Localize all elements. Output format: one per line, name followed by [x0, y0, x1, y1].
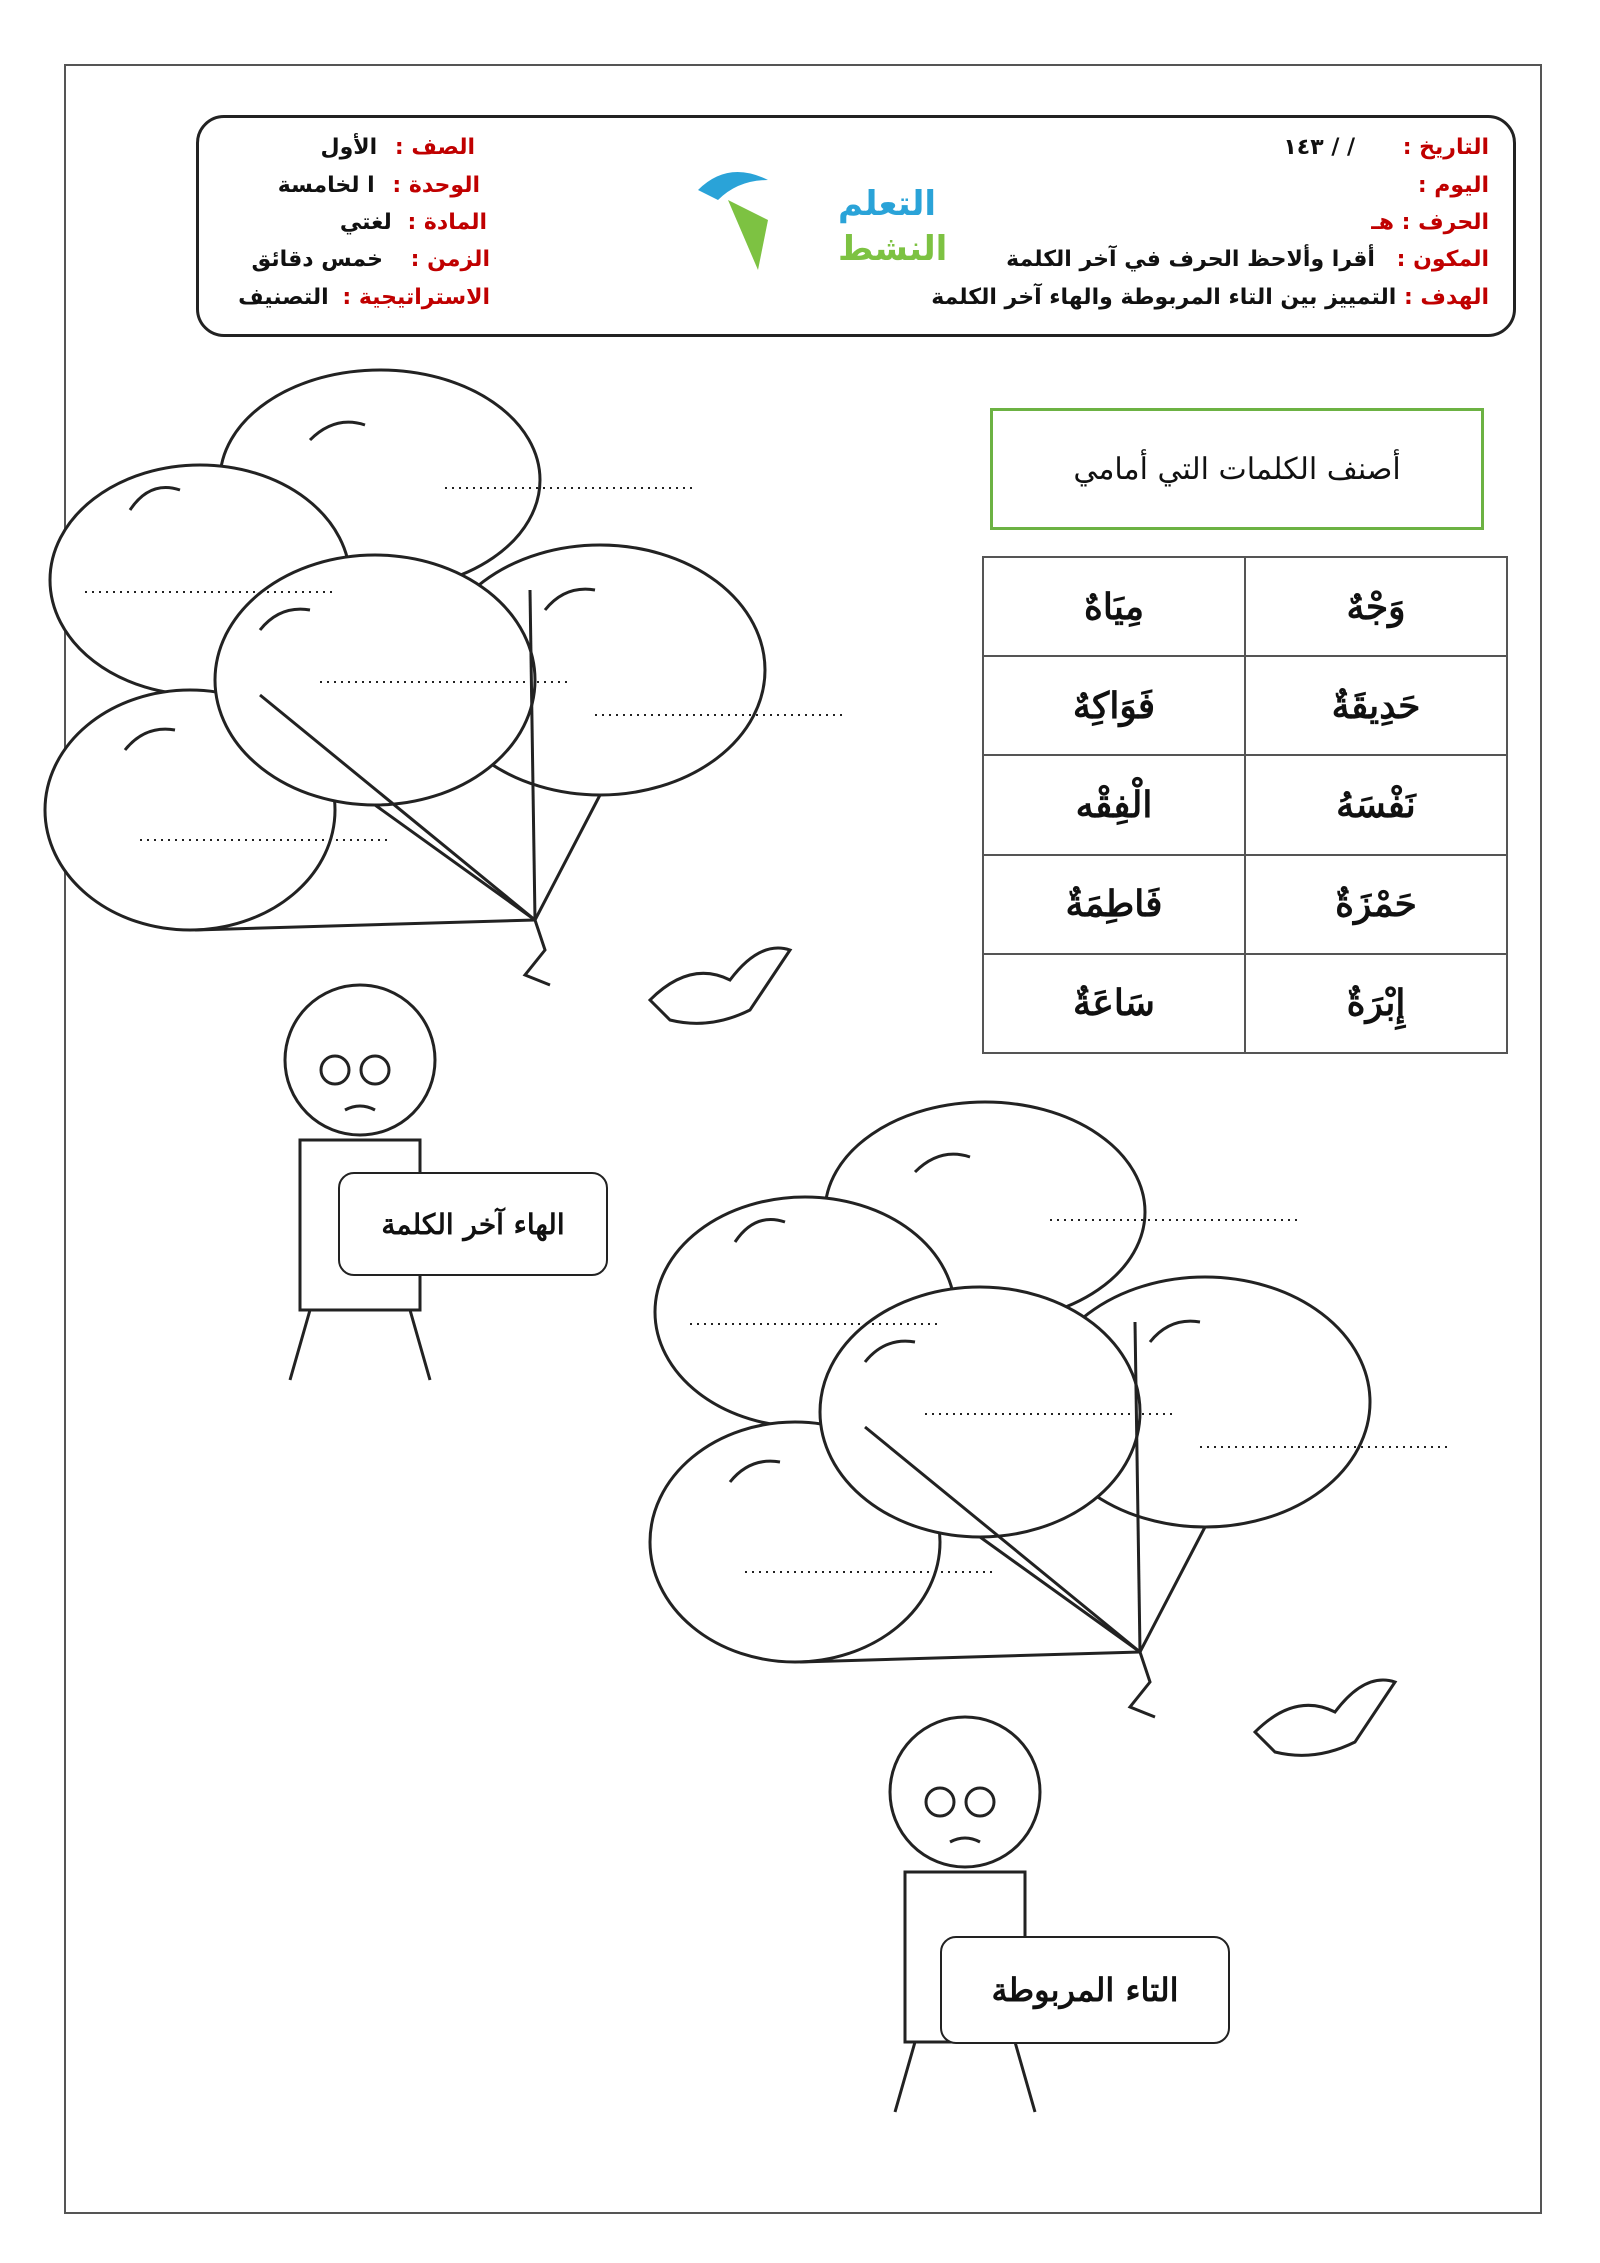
date-label: التاريخ :	[1402, 135, 1489, 160]
word-cell: سَاعَةٌ	[983, 954, 1245, 1053]
instruction-box	[990, 408, 1484, 530]
subject-label: المادة :	[407, 210, 487, 235]
active-learning-logo	[688, 160, 948, 290]
boy-legs	[290, 1310, 430, 1380]
grade-label: الصف :	[394, 135, 475, 160]
word-cell: وَجْهٌ	[1245, 557, 1507, 656]
group-label-taa	[940, 1936, 1230, 2044]
table-row	[983, 656, 1507, 755]
logo-text-2: النشط	[838, 229, 948, 269]
boy-legs	[895, 2042, 1035, 2112]
balloon	[820, 1287, 1140, 1537]
table-row	[983, 755, 1507, 854]
grade-row	[321, 135, 476, 160]
word-cell: حَدِيقَةٌ	[1245, 656, 1507, 755]
day-label: اليوم :	[1417, 173, 1489, 198]
boy-head	[285, 985, 435, 1135]
bird	[1255, 1680, 1395, 1755]
component-value: أقرا وألاحظ الحرف في آخر الكلمة	[1006, 247, 1375, 272]
hand	[525, 920, 550, 985]
time-label: الزمن :	[410, 247, 490, 272]
day-row	[1418, 173, 1489, 198]
balloon	[215, 555, 535, 805]
boy-head	[890, 1717, 1040, 1867]
component-row	[1006, 247, 1489, 272]
component-label: المكون :	[1396, 247, 1489, 272]
table-row	[983, 855, 1507, 954]
goal-label: الهدف :	[1403, 285, 1489, 310]
string	[980, 1537, 1140, 1652]
letter-value: هـ	[1371, 210, 1394, 235]
word-cell: حَمْزَةٌ	[1245, 855, 1507, 954]
words-table	[982, 556, 1508, 1054]
subject-value: لغتي	[339, 210, 392, 235]
word-cell: الْفِقْه	[983, 755, 1245, 854]
letter-label: الحرف :	[1401, 210, 1489, 235]
goal-row	[931, 285, 1489, 310]
time-row	[252, 247, 490, 272]
logo-text-1: التعلم	[838, 184, 937, 224]
word-cell: فَاطِمَةٌ	[983, 855, 1245, 954]
word-cell: إِبْرَةٌ	[1245, 954, 1507, 1053]
unit-row	[278, 173, 480, 198]
time-value: خمس دقائق	[251, 247, 383, 272]
table-row	[983, 954, 1507, 1053]
date-value: / / ١٤٣	[1283, 135, 1356, 160]
instruction-text: أصنف الكلمات التي أمامي	[1073, 451, 1401, 487]
group-label-ha	[338, 1172, 608, 1276]
unit-value: ا لخامسة	[277, 173, 375, 198]
logo-swoosh	[698, 172, 768, 200]
goal-value: التمييز بين التاء المربوطة والهاء آخر الكلمة	[931, 285, 1397, 310]
word-cell: فَوَاكِهٌ	[983, 656, 1245, 755]
group-label-ha-text: الهاء آخر الكلمة	[381, 1207, 565, 1241]
word-cell: مِيَاهٌ	[983, 557, 1245, 656]
letter-row	[1371, 210, 1489, 235]
hand	[1130, 1652, 1155, 1717]
string	[535, 795, 600, 920]
table-row	[983, 557, 1507, 656]
unit-label: الوحدة :	[392, 173, 480, 198]
grade-value: الأول	[320, 135, 378, 160]
strategy-label: الاستراتيجية :	[342, 285, 490, 310]
group-label-taa-text: التاء المربوطة	[991, 1971, 1179, 2009]
logo-figure	[728, 200, 768, 270]
subject-row	[340, 210, 487, 235]
strategy-value: التصنيف	[238, 285, 329, 310]
date-row	[1283, 135, 1489, 160]
strategy-row	[238, 285, 490, 310]
word-cell: نَفْسَهُ	[1245, 755, 1507, 854]
string	[375, 805, 535, 920]
string	[1140, 1527, 1205, 1652]
bird	[650, 948, 790, 1023]
